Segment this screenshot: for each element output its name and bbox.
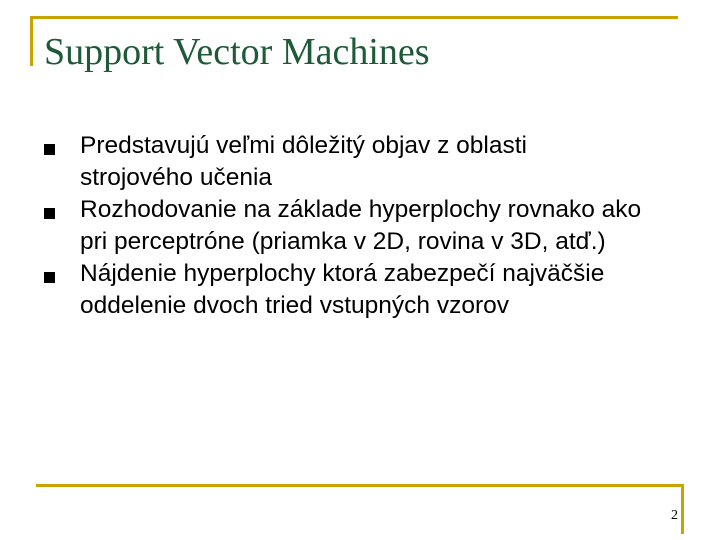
bullet-text: Nájdenie hyperplochy ktorá zabezpečí najväčšie oddelenie dvoch tried vstupných vzorov xyxy=(80,260,605,319)
frame-right-line xyxy=(681,484,684,534)
page-number: 2 xyxy=(671,508,678,523)
square-bullet-icon xyxy=(44,272,55,283)
bullet-item xyxy=(44,194,644,258)
frame-top-line xyxy=(30,16,678,19)
bullet-item xyxy=(44,258,644,322)
bullet-text: Predstavujú veľmi dôležitý objav z oblasti strojového učenia xyxy=(80,132,527,191)
bullet-text: Rozhodovanie na základe hyperplochy rovnako ako pri perceptróne (priamka v 2D, rovina v 3D, atď.) xyxy=(80,196,642,255)
slide-title: Support Vector Machines xyxy=(44,31,430,73)
bullet-list xyxy=(44,130,644,322)
bullet-item xyxy=(44,130,644,194)
frame-left-line xyxy=(30,16,33,66)
square-bullet-icon xyxy=(44,208,55,219)
square-bullet-icon xyxy=(44,144,55,155)
frame-bottom-line xyxy=(36,484,684,487)
